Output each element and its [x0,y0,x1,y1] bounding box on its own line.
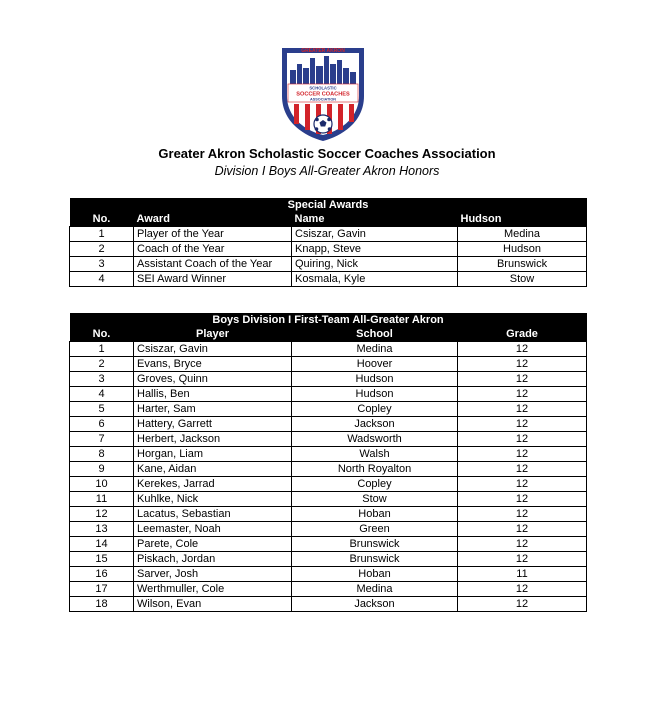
school-cell: Jackson [292,417,458,432]
award-cell: Coach of the Year [134,242,292,257]
table-row [70,552,587,567]
player-cell: Parete, Cole [134,537,292,552]
school-cell: Hudson [458,242,587,257]
row-number: 2 [70,357,134,372]
table-row [70,402,587,417]
table-row [70,372,587,387]
row-number: 6 [70,417,134,432]
award-cell: SEI Award Winner [134,272,292,287]
name-cell: Csiszar, Gavin [292,227,458,242]
player-cell: Herbert, Jackson [134,432,292,447]
row-number: 14 [70,537,134,552]
school-cell: Wadsworth [292,432,458,447]
table-row [70,432,587,447]
grade-cell: 12 [458,402,587,417]
grade-cell: 12 [458,417,587,432]
award-cell: Assistant Coach of the Year [134,257,292,272]
player-cell: Sarver, Josh [134,567,292,582]
school-cell: Medina [292,582,458,597]
special-awards-caption: Special Awards [70,198,587,212]
school-cell: Brunswick [458,257,587,272]
table-row [70,597,587,612]
table-row [70,227,587,242]
grade-cell: 12 [458,432,587,447]
school-cell: Hoban [292,567,458,582]
row-number: 15 [70,552,134,567]
name-cell: Kosmala, Kyle [292,272,458,287]
first-team-rows [70,342,587,612]
grade-cell: 12 [458,582,587,597]
grade-cell: 12 [458,537,587,552]
player-cell: Horgan, Liam [134,447,292,462]
row-number: 7 [70,432,134,447]
player-cell: Wilson, Evan [134,597,292,612]
school-cell: Hudson [292,372,458,387]
row-number: 2 [70,242,134,257]
table-row [70,582,587,597]
player-cell: Leemaster, Noah [134,522,292,537]
logo-line1: SCHOLASTIC [309,85,337,91]
column-header-player: Player [134,327,292,342]
school-cell: Medina [458,227,587,242]
logo-top-text: GREATER AKRON [301,48,345,54]
table-row [70,417,587,432]
player-cell: Hattery, Garrett [134,417,292,432]
player-cell: Lacatus, Sebastian [134,507,292,522]
school-cell: Hoover [292,357,458,372]
row-number: 10 [70,477,134,492]
logo-line3: ASSOCIATION [309,97,337,102]
column-header-no: No. [70,327,134,342]
special-awards-table [69,198,587,287]
soccer-ball-icon [314,115,332,133]
association-logo [278,44,368,142]
school-cell: Walsh [292,447,458,462]
school-cell: Jackson [292,597,458,612]
grade-cell: 12 [458,597,587,612]
special-awards-rows [70,227,587,287]
grade-cell: 12 [458,552,587,567]
player-cell: Kerekes, Jarrad [134,477,292,492]
page-subtitle: Division I Boys All-Greater Akron Honors [214,164,440,178]
player-cell: Piskach, Jordan [134,552,292,567]
table-row [70,342,587,357]
table-row [70,492,587,507]
column-header-no: No. [70,212,134,227]
player-cell: Evans, Bryce [134,357,292,372]
name-cell: Quiring, Nick [292,257,458,272]
row-number: 3 [70,257,134,272]
row-number: 8 [70,447,134,462]
player-cell: Csiszar, Gavin [134,342,292,357]
school-cell: Brunswick [292,552,458,567]
row-number: 4 [70,387,134,402]
school-cell: Medina [292,342,458,357]
row-number: 1 [70,342,134,357]
school-cell: North Royalton [292,462,458,477]
grade-cell: 12 [458,462,587,477]
table-row [70,537,587,552]
table-row [70,257,587,272]
player-cell: Harter, Sam [134,402,292,417]
table-row [70,447,587,462]
column-header-name: Name [292,212,458,227]
row-number: 4 [70,272,134,287]
school-cell: Hoban [292,507,458,522]
column-header-award: Award [134,212,292,227]
award-cell: Player of the Year [134,227,292,242]
logo-line2: SOCCER COACHES [296,91,350,98]
table-row [70,507,587,522]
player-cell: Werthmuller, Cole [134,582,292,597]
grade-cell: 12 [458,342,587,357]
row-number: 1 [70,227,134,242]
school-cell: Brunswick [292,537,458,552]
grade-cell: 12 [458,372,587,387]
table-row [70,477,587,492]
row-number: 18 [70,597,134,612]
grade-cell: 12 [458,477,587,492]
table-row [70,462,587,477]
table-row [70,387,587,402]
column-header-school: Hudson [458,212,587,227]
player-cell: Kuhlke, Nick [134,492,292,507]
grade-cell: 12 [458,357,587,372]
table-row [70,242,587,257]
school-cell: Hudson [292,387,458,402]
row-number: 11 [70,492,134,507]
first-team-table [69,313,587,612]
first-team-caption: Boys Division I First-Team All-Greater Akron [70,313,587,327]
table-row [70,272,587,287]
row-number: 17 [70,582,134,597]
player-cell: Hallis, Ben [134,387,292,402]
school-cell: Stow [458,272,587,287]
grade-cell: 11 [458,567,587,582]
table-row [70,522,587,537]
grade-cell: 12 [458,507,587,522]
grade-cell: 12 [458,492,587,507]
grade-cell: 12 [458,522,587,537]
player-cell: Groves, Quinn [134,372,292,387]
row-number: 9 [70,462,134,477]
grade-cell: 12 [458,387,587,402]
row-number: 12 [70,507,134,522]
page-title: Greater Akron Scholastic Soccer Coaches Association [158,146,496,161]
school-cell: Green [292,522,458,537]
column-header-school: School [292,327,458,342]
column-header-grade: Grade [458,327,587,342]
table-row [70,357,587,372]
grade-cell: 12 [458,447,587,462]
row-number: 16 [70,567,134,582]
row-number: 3 [70,372,134,387]
school-cell: Stow [292,492,458,507]
row-number: 5 [70,402,134,417]
row-number: 13 [70,522,134,537]
player-cell: Kane, Aidan [134,462,292,477]
school-cell: Copley [292,402,458,417]
school-cell: Copley [292,477,458,492]
table-row [70,567,587,582]
name-cell: Knapp, Steve [292,242,458,257]
